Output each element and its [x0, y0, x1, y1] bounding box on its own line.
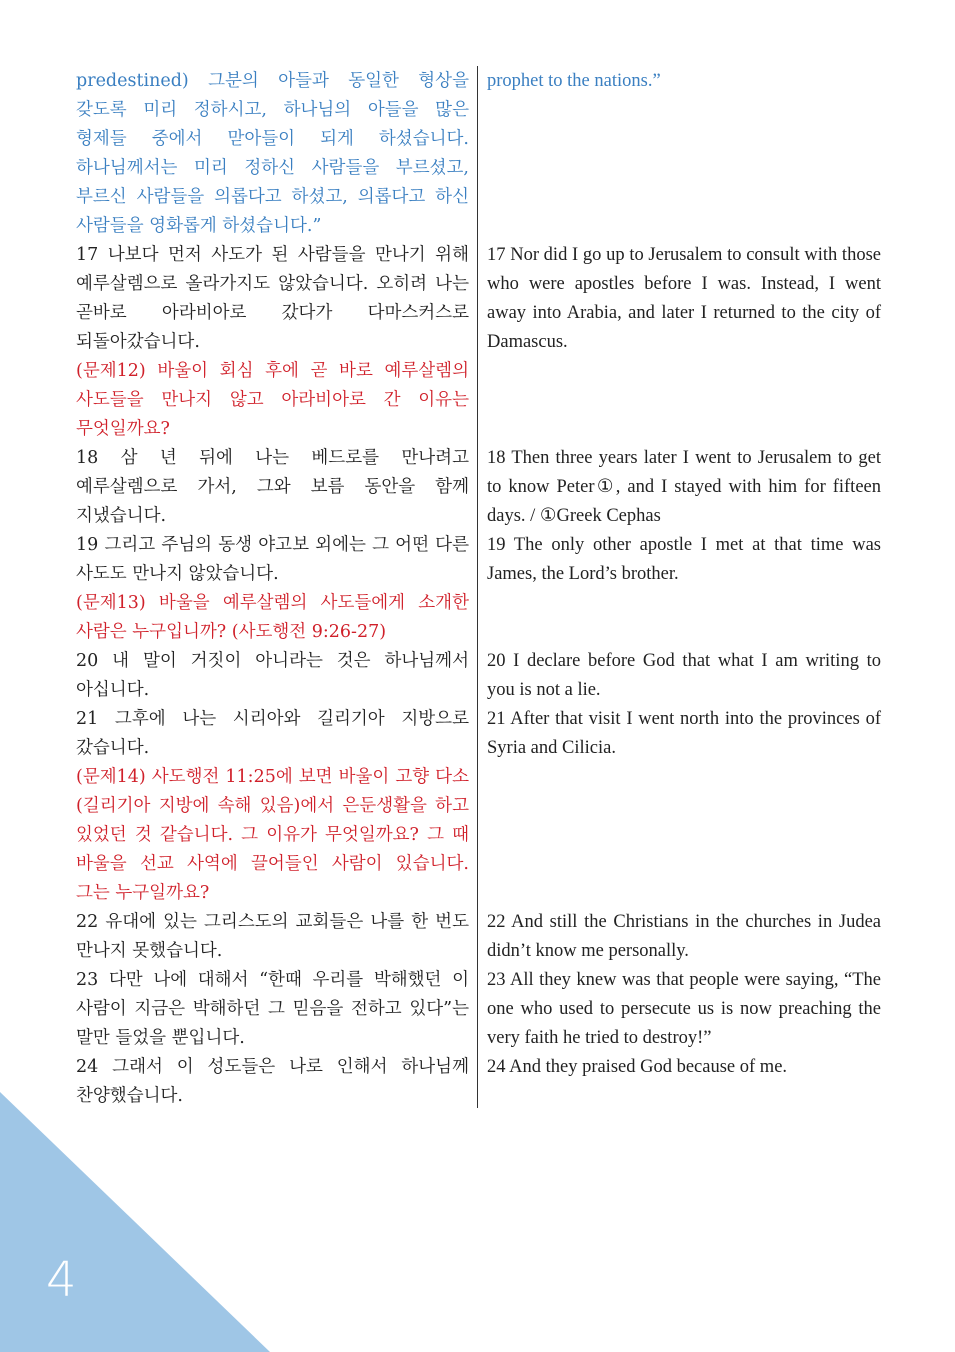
english-verse-19: 19 The only other apostle I met at that time was James, the Lord’s brother. — [487, 535, 881, 584]
english-verse-18: 18 Then three years later I went to Jerusalem to get to know Peter①, and I stayed with him for fifteen days. / ①Greek Cephas — [487, 448, 881, 526]
korean-verse-20: 20 내 말이 거짓이 아니라는 것은 하나님께서 아십니다. — [76, 651, 469, 700]
korean-verse-17: 17 나보다 먼저 사도가 된 사람들을 만나기 위해 예루살렘으로 올라가지도 않았습니다. 오히려 나는 곧바로 아라비아로 갔다가 다마스커스로 되돌아갔습니다. — [76, 245, 469, 352]
english-verse-21: 21 After that visit I went north into the provinces of Syria and Cilicia. — [487, 709, 881, 758]
korean-verse-24: 24 그래서 이 성도들은 나로 인해서 하나님께 찬양했습니다. — [76, 1057, 469, 1106]
english-verse-24: 24 And they praised God because of me. — [487, 1057, 788, 1077]
corner-triangle-decoration — [0, 1092, 270, 1352]
english-column — [487, 67, 881, 1111]
english-verse-22: 22 And still the Christians in the churches in Judea didn’t know me personally. — [487, 912, 881, 961]
korean-question-12: (문제12) 바울이 회심 후에 곧 바로 예루살렘의 사도들을 만나지 않고 아라비아로 간 이유는 무엇일까요? — [76, 361, 469, 439]
english-verse-20: 20 I declare before God that what I am writing to you is not a lie. — [487, 651, 881, 700]
english-quote-continuation: prophet to the nations.” — [487, 71, 661, 91]
korean-verse-23: 23 다만 나에 대해서 “한때 우리를 박해했던 이 사람이 지금은 박해하던 그 믿음을 전하고 있다”는 말만 들었을 뿐입니다. — [76, 970, 469, 1048]
korean-column — [76, 67, 469, 1111]
korean-verse-18: 18 삼 년 뒤에 나는 베드로를 만나려고 예루살렘으로 가서, 그와 보름 동안을 함께 지냈습니다. — [76, 448, 469, 526]
english-verse-17: 17 Nor did I go up to Jerusalem to consult with those who were apostles before I was. Instead, I went away into Arabia, and later I returned to the city of Damascus. — [487, 245, 881, 352]
korean-question-13: (문제13) 바울을 예루살렘의 사도들에게 소개한 사람은 누구입니까? (사도행전 9:26-27) — [76, 593, 469, 642]
column-divider — [477, 66, 478, 1108]
korean-quote-continuation: predestined) 그분의 아들과 동일한 형상을 갖도록 미리 정하시고, 하나님의 아들을 많은 형제들 중에서 맏아들이 되게 하셨습니다. 하나님께서는 미리 정하신 사람들을 부르셨고, 부르신 사람들을 의롭다고 하셨고, 의롭다고 하신 사람들을 영화롭게 하셨습니다.” — [76, 71, 469, 236]
page-number: 4 — [46, 1252, 77, 1308]
korean-verse-21: 21 그후에 나는 시리아와 길리기아 지방으로 갔습니다. — [76, 709, 469, 758]
korean-verse-22: 22 유대에 있는 그리스도의 교회들은 나를 한 번도 만나지 못했습니다. — [76, 912, 469, 961]
korean-verse-19: 19 그리고 주님의 동생 야고보 외에는 그 어떤 다른 사도도 만나지 않았습니다. — [76, 535, 469, 584]
english-verse-23: 23 All they knew was that people were saying, “The one who used to persecute us is now preaching the very faith he tried to destroy!” — [487, 970, 881, 1048]
korean-question-14: (문제14) 사도행전 11:25에 보면 바울이 고향 다소 (길리기아 지방에 속해 있음)에서 은둔생활을 하고 있었던 것 같습니다. 그 이유가 무엇일까요? 그 때 바울을 선교 사역에 끌어들인 사람이 있습니다. 그는 누구일까요? — [76, 767, 469, 903]
